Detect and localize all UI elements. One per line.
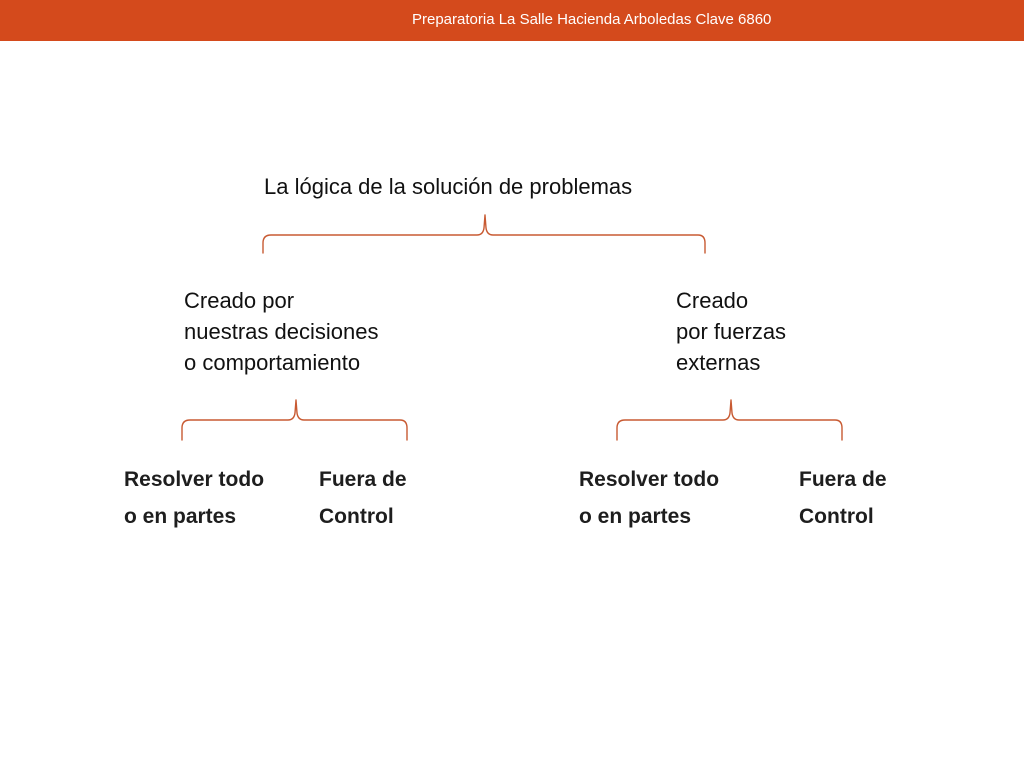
leaf-text-line: Control [799,505,874,528]
branch-text-line: Creado [676,288,749,313]
branch-text-line: por fuerzas [676,319,787,344]
branch-own-decisions [184,285,378,378]
branch-text-line: Creado por [184,288,295,313]
branch-text-line: nuestras decisiones [184,319,379,344]
right-brace [617,400,842,440]
leaf-text-line: Control [319,505,394,528]
branch-text-line: o comportamiento [184,350,361,375]
leaf-text-line: o en partes [579,505,692,528]
leaf-text-line: o en partes [124,505,237,528]
left-brace [182,400,407,440]
leaf-text-line: Resolver todo [124,468,265,491]
leaf-text-line: Resolver todo [579,468,720,491]
header-title: Preparatoria La Salle Hacienda Arboledas Clave 6860 [412,11,772,28]
branch-text-line: externas [676,350,761,375]
branch-external-forces [676,285,786,378]
leaf-text-line: Fuera de [799,468,887,491]
leaf-resolve-whole-or-parts [124,461,264,535]
leaf-out-of-control [799,461,887,535]
diagram-title: La lógica de la solución de problemas [264,174,633,199]
leaf-out-of-control [319,461,407,535]
top-brace [263,215,705,253]
leaf-resolve-whole-or-parts [579,461,719,535]
leaf-text-line: Fuera de [319,468,407,491]
